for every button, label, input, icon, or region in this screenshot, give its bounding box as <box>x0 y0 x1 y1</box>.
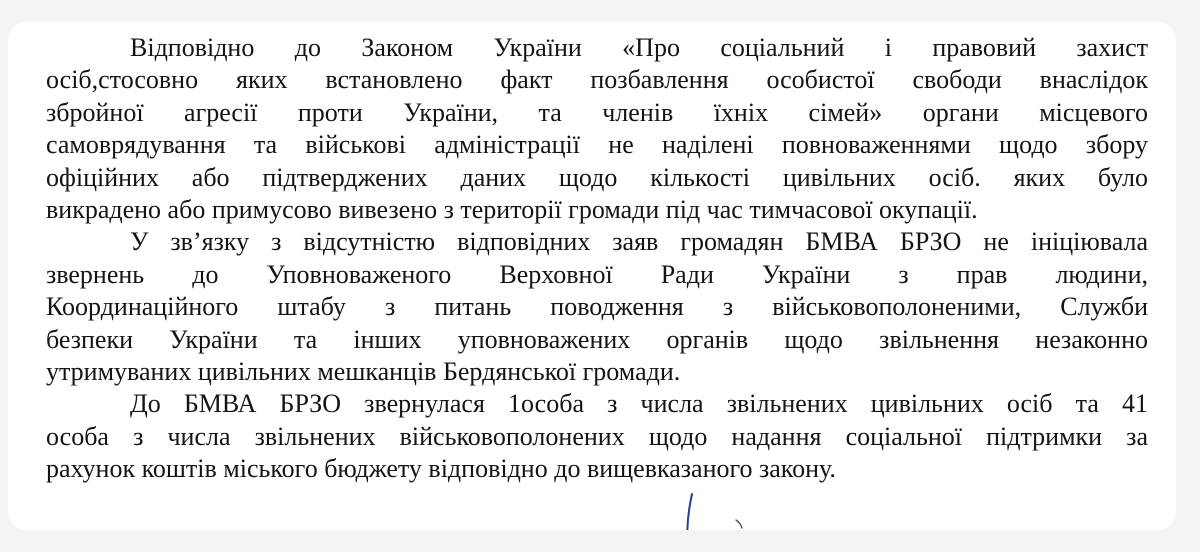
paragraph-1 <box>46 32 1148 226</box>
text-line: Координаційного штабу з питань поводження з військовополоненими, Служби <box>46 292 1148 322</box>
text-line: звернень до Уповноваженого Верховної Ради України з прав людини, <box>46 259 1148 289</box>
text-line: У зв’язку з відсутністю відповідних заяв громадян БМВА БРЗО не ініціювала <box>130 227 1148 257</box>
text-line: викрадено або примусово вивезено з території громади під час тимчасової окупації. <box>46 194 978 224</box>
text-line: збройної агресії проти України, та членів їхніх сімей» органи місцевого <box>46 97 1148 127</box>
text-line: Відповідно до Законом України «Про соціальний і правовий захист <box>130 33 1148 62</box>
document-body <box>46 32 1148 485</box>
text-line: До БМВА БРЗО звернулася 1особа з числа звільнених цивільних осіб та 41 <box>130 389 1148 419</box>
text-line: особа з числа звільнених військовополонених щодо надання соціальної підтримки за <box>46 421 1148 451</box>
text-line: безпеки України та інших уповноважених органів щодо звільнення незаконно <box>46 324 1148 354</box>
document-page <box>8 22 1176 530</box>
text-line: офіційних або підтверджених даних щодо кількості цивільних осіб. яких було <box>46 162 1148 192</box>
signature-stroke-main <box>687 494 692 530</box>
text-line: утримуваних цивільних мешканців Бердянської громади. <box>46 356 681 386</box>
paragraph-3 <box>46 388 1148 485</box>
text-line: рахунок коштів міського бюджету відповідно до вищевказаного закону. <box>46 454 836 484</box>
signature-stroke-tick <box>736 520 742 528</box>
signature-mark <box>608 490 768 530</box>
paragraph-2 <box>46 226 1148 388</box>
text-line: самоврядування та військові адміністрації не наділені повноваженнями щодо збору <box>46 130 1148 160</box>
text-line: осіб,стосовно яких встановлено факт позбавлення особистої свободи внаслідок <box>46 65 1148 95</box>
